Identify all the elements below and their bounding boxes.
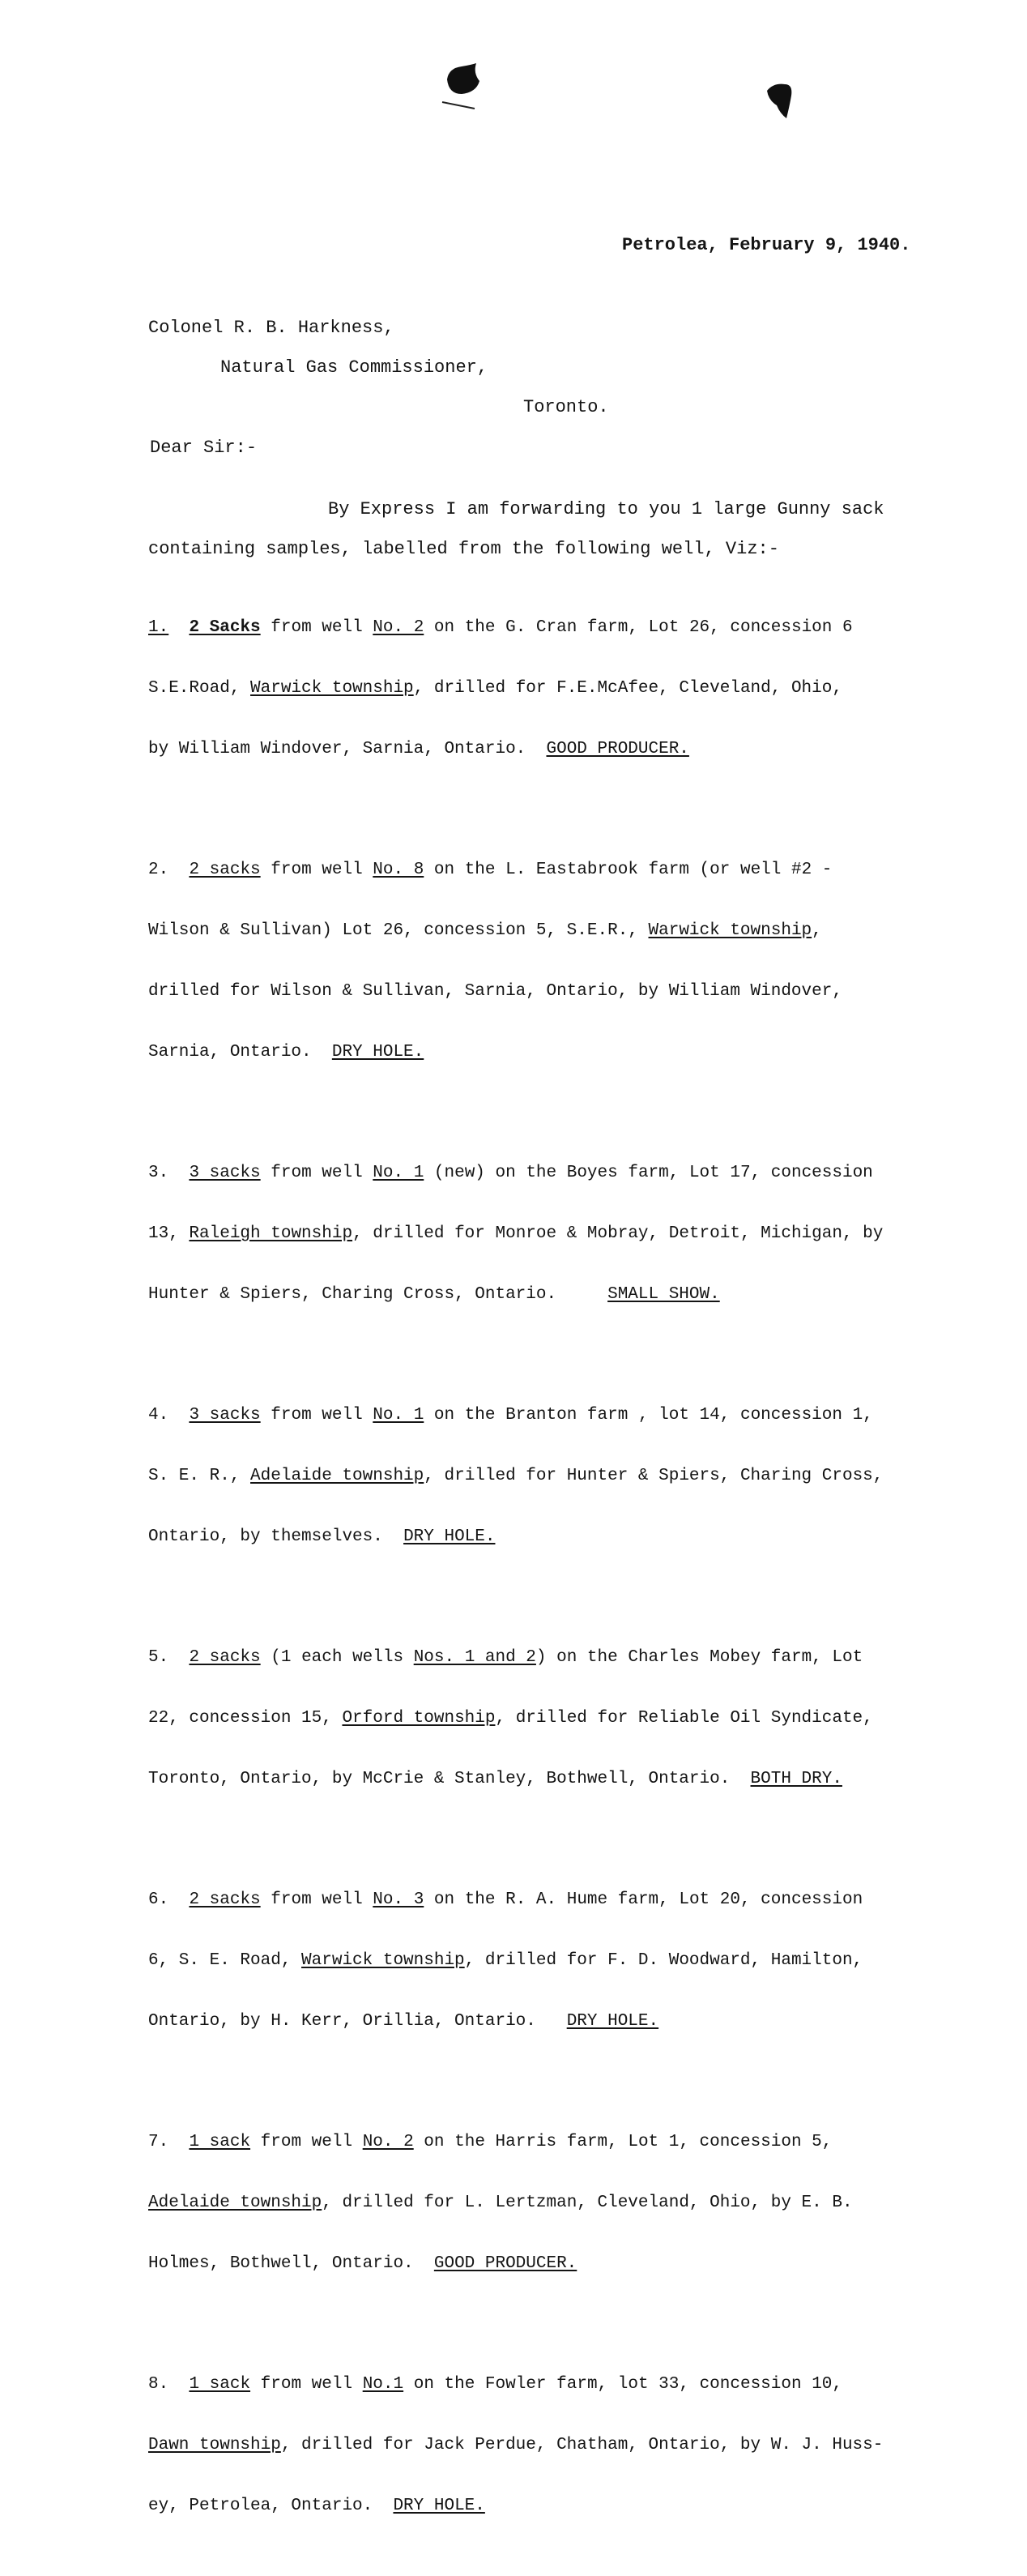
well-number: No. 3 bbox=[373, 1890, 424, 1909]
list-item: 8. 1 sack from well No.1 on the Fowler farm, lot 33, concession 10, Dawn township, drilled for Jack Perdue, Chatham, Ontario, by W. J. Huss- ey, Petrolea, Ontario. DRY HOLE. bbox=[148, 2375, 884, 2515]
well-result: DRY HOLE. bbox=[566, 2012, 659, 2031]
well-result: SMALL SHOW. bbox=[607, 1285, 720, 1304]
well-number: Nos. 1 and 2 bbox=[413, 1648, 536, 1667]
township: Adelaide township bbox=[250, 1467, 424, 1485]
list-item: 4. 3 sacks from well No. 1 on the Branton farm , lot 14, concession 1, S. E. R., Adelaide township, drilled for Hunter & Spiers, Charing Cross, Ontario, by themselves. DRY HOLE. bbox=[148, 1406, 884, 1546]
recipient-city: Toronto. bbox=[523, 397, 609, 417]
item-number: 5. bbox=[148, 1648, 169, 1667]
sack-count: 3 sacks bbox=[189, 1406, 261, 1425]
list-item: 6. 2 sacks from well No. 3 on the R. A. Hume farm, Lot 20, concession 6, S. E. Road, Warwick township, drilled for F. D. Woodward, Hamilton, Ontario, by H. Kerr, Orillia, Ontario. DRY HOLE. bbox=[148, 1890, 863, 2031]
list-item: 5. 2 sacks (1 each wells Nos. 1 and 2) on the Charles Mobey farm, Lot 22, concession 15, Orford township, drilled for Reliable Oil Syndicate, Toronto, Ontario, by McCrie & Stanley, Bothwell, Ontario. BOTH DRY. bbox=[148, 1648, 873, 1788]
item-number: 8. bbox=[148, 2375, 169, 2394]
item-number: 1. bbox=[148, 618, 169, 637]
item-number: 3. bbox=[148, 1164, 169, 1182]
township: Raleigh township bbox=[189, 1224, 353, 1243]
township: Warwick township bbox=[648, 921, 812, 940]
list-item: 3. 3 sacks from well No. 1 (new) on the Boyes farm, Lot 17, concession 13, Raleigh township, drilled for Monroe & Mobray, Detroit, Michigan, by Hunter & Spiers, Charing Cross, Ontario. SMALL SHOW. bbox=[148, 1164, 884, 1304]
well-number: No. 8 bbox=[373, 861, 424, 879]
well-result: GOOD PRODUCER. bbox=[546, 740, 689, 758]
sample-list bbox=[148, 577, 1007, 2576]
sack-count: 2 sacks bbox=[189, 861, 261, 879]
recipient-title: Natural Gas Commissioner, bbox=[220, 357, 488, 378]
well-number: No. 1 bbox=[373, 1406, 424, 1425]
list-item: 1. 2 Sacks from well No. 2 on the G. Cran farm, Lot 26, concession 6 S.E.Road, Warwick township, drilled for F.E.McAfee, Cleveland, Ohio, by William Windover, Sarnia, Ontario. GOOD PRODUCER. bbox=[148, 618, 853, 758]
township: Warwick township bbox=[250, 679, 414, 698]
sack-count: 2 Sacks bbox=[189, 618, 261, 637]
item-number: 7. bbox=[148, 2133, 169, 2151]
ink-blot-right bbox=[765, 81, 795, 120]
sack-count: 2 sacks bbox=[189, 1648, 261, 1667]
township: Adelaide township bbox=[148, 2194, 322, 2212]
intro-line-1: By Express I am forwarding to you 1 large Gunny sack bbox=[328, 499, 884, 519]
well-result: BOTH DRY. bbox=[750, 1770, 842, 1788]
sack-count: 1 sack bbox=[189, 2133, 251, 2151]
well-result: DRY HOLE. bbox=[393, 2497, 485, 2515]
well-number: No.1 bbox=[362, 2375, 404, 2394]
well-number: No. 2 bbox=[362, 2133, 414, 2151]
list-item: 7. 1 sack from well No. 2 on the Harris farm, Lot 1, concession 5, Adelaide township, drilled for L. Lertzman, Cleveland, Ohio, by E. B. Holmes, Bothwell, Ontario. GOOD PRODUCER. bbox=[148, 2133, 853, 2273]
well-result: GOOD PRODUCER. bbox=[433, 2254, 577, 2273]
recipient-name: Colonel R. B. Harkness, bbox=[148, 318, 394, 338]
well-result: DRY HOLE. bbox=[331, 1043, 424, 1062]
township: Warwick township bbox=[301, 1951, 465, 1970]
township: Orford township bbox=[342, 1709, 496, 1728]
township: Dawn township bbox=[148, 2436, 281, 2454]
ink-mark-left bbox=[441, 100, 478, 110]
intro-line-2: containing samples, labelled from the following well, Viz:- bbox=[148, 539, 779, 559]
item-number: 6. bbox=[148, 1890, 169, 1909]
sack-count: 2 sacks bbox=[189, 1890, 261, 1909]
well-number: No. 2 bbox=[373, 618, 424, 637]
letter-date: Petrolea, February 9, 1940. bbox=[622, 235, 911, 255]
sack-count: 1 sack bbox=[189, 2375, 251, 2394]
item-number: 2. bbox=[148, 861, 169, 879]
ink-blot-left bbox=[444, 63, 481, 96]
item-number: 4. bbox=[148, 1406, 169, 1425]
sack-count: 3 sacks bbox=[189, 1164, 261, 1182]
well-number: No. 1 bbox=[373, 1164, 424, 1182]
well-result: DRY HOLE. bbox=[403, 1527, 496, 1546]
list-item: 2. 2 sacks from well No. 8 on the L. Eastabrook farm (or well #2 - Wilson & Sullivan) Lot 26, concession 5, S.E.R., Warwick township, drilled for Wilson & Sullivan, Sarnia, Ontario, by William Windover, Sarnia, Ontario. DRY HOLE. bbox=[148, 861, 842, 1062]
salutation: Dear Sir:- bbox=[150, 438, 258, 458]
